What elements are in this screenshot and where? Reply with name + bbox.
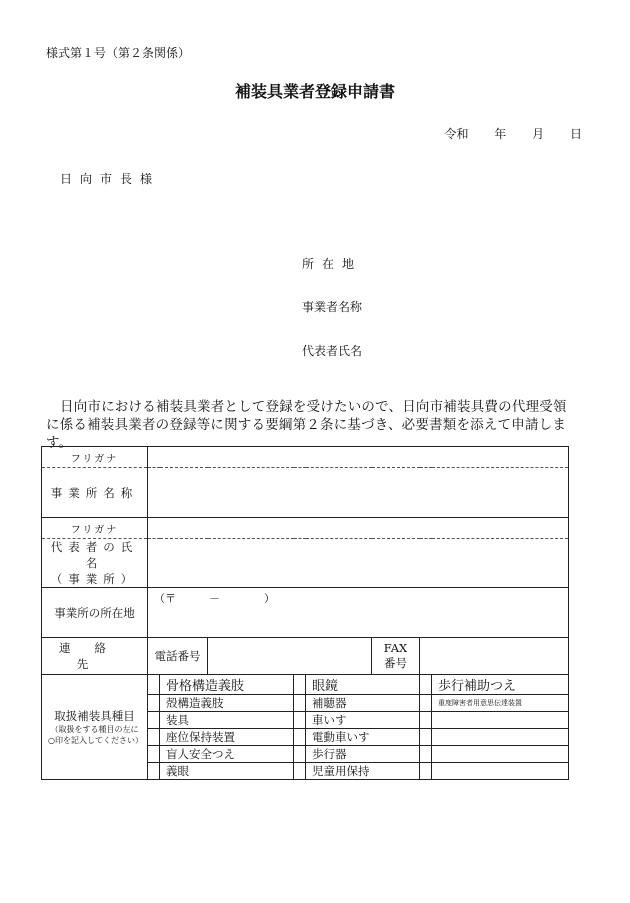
office-furigana-label: フリガナ [42,447,148,468]
device-item: 眼鏡 [306,675,420,695]
registration-table [41,446,569,780]
device-check-box[interactable] [294,729,306,746]
postal-code-template: （〒 － ） [154,592,275,605]
device-check-box[interactable] [294,746,306,763]
device-check-box[interactable] [148,675,160,695]
office-address-label: 事業所の所在地 [42,588,148,638]
device-item: 歩行補助つえ [432,675,569,695]
device-item: 児童用保持 [306,763,420,780]
date-era: 令和 [444,127,469,141]
rep-name-label [42,539,148,588]
device-item [432,729,569,746]
device-types-label [42,675,148,780]
contact-label: 連絡先 [42,638,148,675]
device-item: 座位保持装置 [160,729,294,746]
date-month: 月 [532,127,545,141]
office-furigana-field[interactable] [148,447,569,468]
device-item: 電動車いす [306,729,420,746]
device-check-box[interactable] [420,712,432,729]
phone-label: 電話番号 [148,638,208,675]
date-year: 年 [494,127,507,141]
office-address-field[interactable] [148,588,569,638]
device-check-box[interactable] [148,729,160,746]
device-item [432,712,569,729]
rep-name-label-line2: （事業所） [50,572,139,586]
device-check-box[interactable] [420,763,432,780]
device-check-box[interactable] [294,675,306,695]
device-check-box[interactable] [294,763,306,780]
rep-name-field[interactable] [148,539,569,588]
application-statement: 日向市における補装具業者として登録を受けたいので、日向市補装具費の代理受領に係る補装具業者の登録等に関する要綱第２条に基づき、必要書類を添えて申請します。 [46,399,567,451]
application-date [444,125,582,142]
device-check-box[interactable] [148,712,160,729]
device-item: 補聴器 [306,695,420,712]
device-item: 歩行器 [306,746,420,763]
rep-name-row [42,539,569,588]
device-item: 骨格構造義肢 [160,675,294,695]
date-day: 日 [569,127,582,141]
device-check-box[interactable] [148,695,160,712]
applicant-address-label: 所在地 [302,257,363,271]
device-check-box[interactable] [294,695,306,712]
rep-furigana-row [42,518,569,539]
phone-field[interactable] [208,638,372,675]
device-check-box[interactable] [420,746,432,763]
office-furigana-row [42,447,569,468]
device-item: 義眼 [160,763,294,780]
device-item: 盲人安全つえ [160,746,294,763]
device-item [432,746,569,763]
fax-field[interactable] [420,638,569,675]
rep-furigana-field[interactable] [148,518,569,539]
form-number: 様式第１号（第２条関係） [46,46,191,60]
document-title: 補装具業者登録申請書 [234,82,395,101]
device-item: 重度障害者用意思伝達装置 [432,695,569,712]
device-check-box[interactable] [148,763,160,780]
device-check-box[interactable] [294,712,306,729]
device-check-box[interactable] [420,729,432,746]
device-types-note: （取扱をする種目の左に○印を記入してください） [48,725,143,745]
device-item: 車いす [306,712,420,729]
device-item [432,763,569,780]
device-item: 装具 [160,712,294,729]
device-types-title: 取扱補装具種目 [54,709,135,723]
device-check-box[interactable] [420,675,432,695]
office-name-row [42,468,569,518]
device-check-box[interactable] [420,695,432,712]
applicant-representative-label: 代表者氏名 [302,344,363,358]
office-name-label: 事業所名称 [42,468,148,518]
addressee: 日向市長様 [60,172,161,186]
device-check-box[interactable] [148,746,160,763]
device-row [42,675,569,695]
rep-furigana-label: フリガナ [42,518,148,539]
office-name-field[interactable] [148,468,569,518]
contact-row [42,638,569,675]
device-item: 殻構造義肢 [160,695,294,712]
fax-label: FAX 番号 [372,638,420,675]
rep-name-label-line1: 代表者の氏名 [50,540,139,570]
applicant-business-name-label: 事業者名称 [302,300,363,314]
office-address-row [42,588,569,638]
